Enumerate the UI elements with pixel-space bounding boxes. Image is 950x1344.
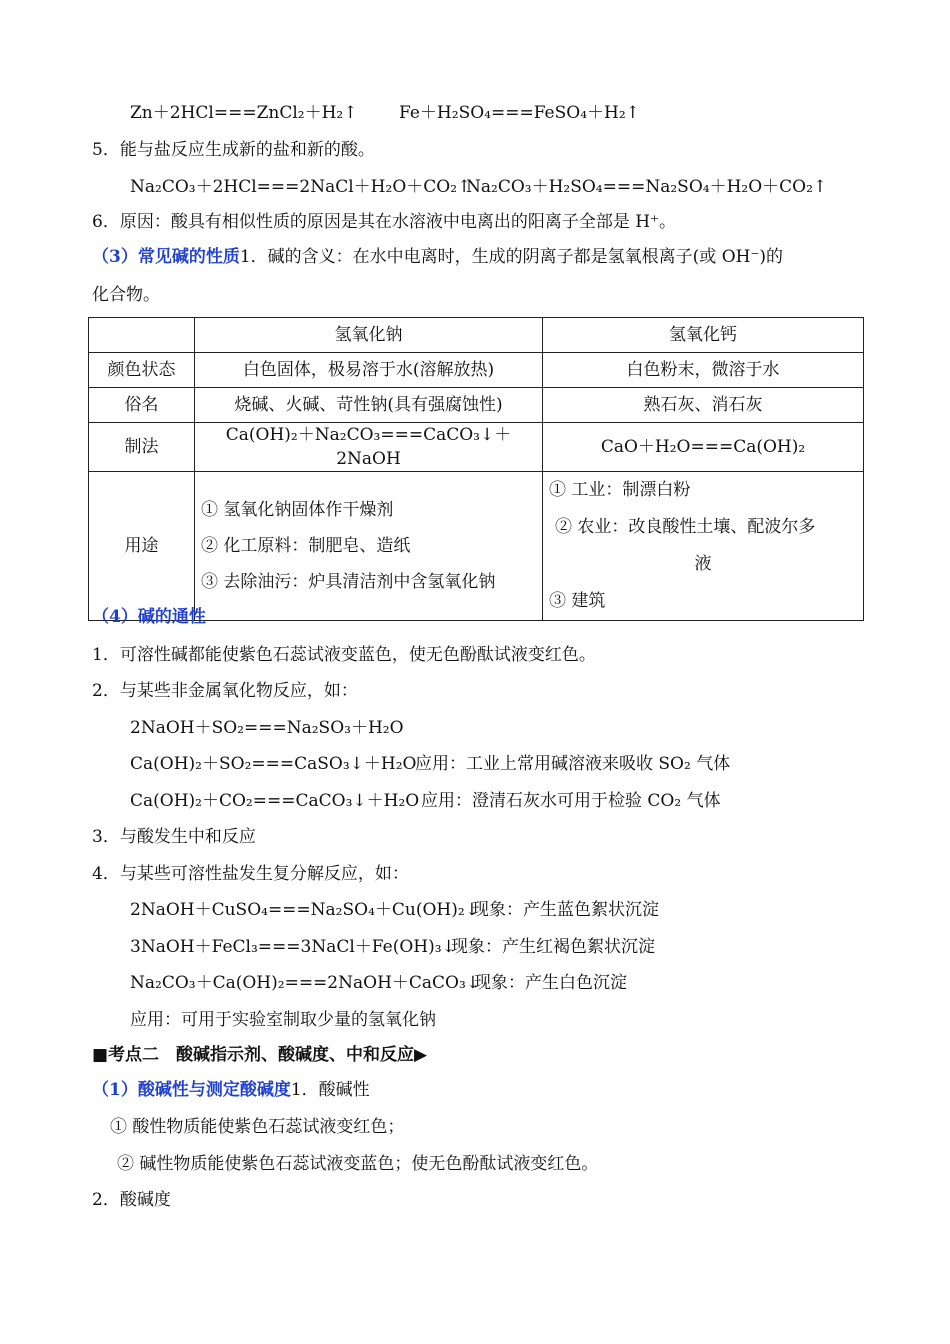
base-property-4: 4．与某些可溶性盐发生复分解反应，如： (92, 864, 409, 884)
table-row (89, 353, 864, 388)
application-co2: 应用：澄清石灰水可用于检验 CO₂ 气体 (421, 791, 721, 811)
table-cell: 制法 (89, 423, 195, 472)
equation-naoh-so2: 2NaOH＋SO₂===Na₂SO₃＋H₂O (130, 718, 404, 738)
base-definition-cont: 化合物。 (92, 285, 160, 305)
acid-property-6: 6．原因：酸具有相似性质的原因是其在水溶液中电离出的阳离子全部是 H⁺。 (92, 212, 677, 232)
table-cell: 熟石灰、消石灰 (543, 388, 864, 423)
ph-title: 2．酸碱度 (92, 1190, 171, 1210)
phenomenon-blue: 现象：产生蓝色絮状沉淀 (472, 900, 659, 920)
table-row (89, 423, 864, 472)
base-property-1: 1．可溶性碱都能使紫色石蕊试液变蓝色，使无色酚酞试液变红色。 (92, 645, 596, 665)
equation-caoh-so2: Ca(OH)₂＋SO₂===CaSO₃↓＋H₂O (130, 754, 417, 774)
equation-zn-hcl: Zn＋2HCl===ZnCl₂＋H₂↑ (130, 103, 358, 123)
caoh-use-item: ② 农业：改良酸性土壤、配波尔多 (555, 517, 816, 537)
section-heading-3: （3）常见碱的性质 (92, 247, 240, 267)
caoh-use-item: ③ 建筑 (549, 591, 606, 611)
application-naoh: 应用：可用于实验室制取少量的氢氧化钠 (130, 1010, 436, 1030)
naoh-use-item: ① 氢氧化钠固体作干燥剂 (201, 500, 394, 520)
acidity-title: 1．酸碱性 (290, 1080, 370, 1100)
base-property-3: 3．与酸发生中和反应 (92, 827, 256, 847)
table-header-cell (89, 318, 195, 353)
caoh-uses-cell (543, 472, 864, 621)
table-cell: 白色粉末，微溶于水 (543, 353, 864, 388)
naoh-use-item: ③ 去除油污：炉具清洁剂中含氢氧化钠 (201, 572, 496, 592)
table-header-cell: 氢氧化钙 (543, 318, 864, 353)
acidity-item-a: ① 酸性物质能使紫色石蕊试液变红色； (110, 1117, 405, 1137)
section-heading-4: （4）碱的通性 (92, 607, 206, 627)
base-section-heading-line (92, 245, 783, 269)
equation-fe-h2so4: Fe＋H₂SO₄===FeSO₄＋H₂↑ (399, 103, 640, 123)
caoh-use-item: ① 工业：制漂白粉 (549, 480, 691, 500)
table-cell: 烧碱、火碱、苛性钠(具有强腐蚀性) (195, 388, 543, 423)
table-row (89, 388, 864, 423)
table-cell: 白色固体，极易溶于水(溶解放热) (195, 353, 543, 388)
table-cell: 俗名 (89, 388, 195, 423)
caoh-use-item-cont: 液 (694, 554, 712, 574)
equation-na2co3-caoh: Na₂CO₃＋Ca(OH)₂===2NaOH＋CaCO₃↓ (130, 973, 481, 993)
phenomenon-red-brown: 现象：产生红褐色絮状沉淀 (451, 937, 655, 957)
acidity-item-b: ② 碱性物质能使紫色石蕊试液变蓝色；使无色酚酞试液变红色。 (117, 1154, 599, 1174)
table-cell: 用途 (89, 472, 195, 621)
base-property-2: 2．与某些非金属氧化物反应，如： (92, 681, 358, 701)
table-header-cell: 氢氧化钠 (195, 318, 543, 353)
naoh-use-item: ② 化工原料：制肥皂、造纸 (201, 536, 411, 556)
acid-property-5: 5．能与盐反应生成新的盐和新的酸。 (92, 140, 375, 160)
phenomenon-white: 现象：产生白色沉淀 (474, 973, 627, 993)
base-comparison-table (88, 317, 864, 621)
application-so2: 应用：工业上常用碱溶液来吸收 SO₂ 气体 (415, 754, 731, 774)
table-cell: CaO＋H₂O===Ca(OH)₂ (543, 423, 864, 472)
table-cell: 颜色状态 (89, 353, 195, 388)
table-header-row (89, 318, 864, 353)
table-cell: Ca(OH)₂＋Na₂CO₃===CaCO₃↓＋2NaOH (195, 423, 543, 472)
acidity-heading-line (92, 1078, 370, 1102)
base-definition: 1．碱的含义：在水中电离时，生成的阴离子都是氢氧根离子(或 OH⁻)的 (239, 247, 784, 267)
equation-na2co3-h2so4: Na₂CO₃＋H₂SO₄===Na₂SO₄＋H₂O＋CO₂↑ (466, 177, 828, 197)
equation-caoh-co2: Ca(OH)₂＋CO₂===CaCO₃↓＋H₂O (130, 791, 420, 811)
equation-naoh-fecl3: 3NaOH＋FeCl₃===3NaCl＋Fe(OH)₃↓ (130, 937, 456, 957)
kaodian-2-heading: ■考点二 酸碱指示剂、酸碱度、中和反应▶ (92, 1045, 428, 1065)
equation-na2co3-hcl: Na₂CO₃＋2HCl===2NaCl＋H₂O＋CO₂↑ (130, 177, 472, 197)
equation-naoh-cuso4: 2NaOH＋CuSO₄===Na₂SO₄＋Cu(OH)₂↓ (130, 900, 479, 920)
naoh-uses-cell (195, 472, 543, 621)
table-row-uses (89, 472, 864, 621)
section-heading-1: （1）酸碱性与测定酸碱度 (92, 1080, 291, 1100)
